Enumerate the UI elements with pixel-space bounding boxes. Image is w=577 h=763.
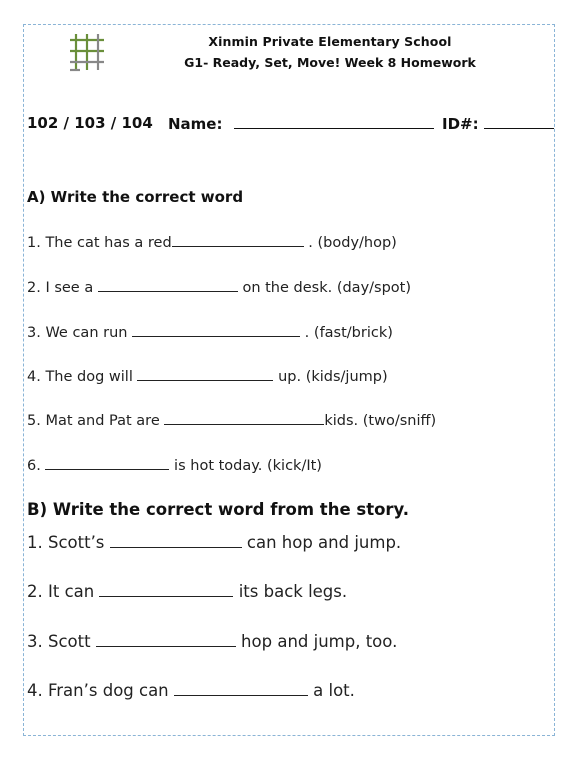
answer-blank-a4[interactable] bbox=[137, 368, 273, 381]
id-row bbox=[442, 114, 554, 133]
question-a4-text: 4. The dog will bbox=[27, 369, 138, 385]
question-a6-text: 6. bbox=[27, 458, 46, 474]
worksheet-title: G1- Ready, Set, Move! Week 8 Homework bbox=[184, 55, 476, 70]
answer-blank-a1[interactable] bbox=[172, 234, 304, 247]
question-a3-hint: . (fast/brick) bbox=[300, 325, 393, 341]
question-a3-text: 3. We can run bbox=[27, 325, 133, 341]
answer-blank-b3[interactable] bbox=[96, 634, 236, 647]
name-label: Name: bbox=[168, 115, 223, 133]
class-numbers: 102 / 103 / 104 bbox=[27, 114, 153, 132]
answer-blank-a3[interactable] bbox=[132, 324, 300, 337]
question-a1 bbox=[27, 234, 397, 251]
answer-blank-b4[interactable] bbox=[174, 683, 308, 696]
question-a6-hint: is hot today. (kick/It) bbox=[169, 458, 322, 474]
question-a1-text: 1. The cat has a red bbox=[27, 235, 172, 251]
question-b3 bbox=[27, 632, 397, 651]
section-b-title: B) Write the correct word from the story. bbox=[27, 500, 410, 519]
school-logo bbox=[66, 30, 108, 72]
question-a2-hint: on the desk. (day/spot) bbox=[237, 280, 412, 296]
question-b3-text: 3. Scott bbox=[27, 632, 96, 651]
question-a5-hint: kids. (two/sniff) bbox=[324, 413, 437, 429]
question-b1-text: 1. Scott’s bbox=[27, 533, 110, 552]
answer-blank-a2[interactable] bbox=[98, 279, 238, 292]
name-row bbox=[168, 114, 434, 133]
question-b3-rest: hop and jump, too. bbox=[235, 632, 398, 651]
question-b2-text: 2. It can bbox=[27, 582, 100, 601]
id-label: ID#: bbox=[442, 115, 479, 133]
question-b4-text: 4. Fran’s dog can bbox=[27, 681, 174, 700]
question-a5-text: 5. Mat and Pat are bbox=[27, 413, 165, 429]
question-a4 bbox=[27, 368, 388, 385]
question-a5 bbox=[27, 412, 436, 429]
question-a2-text: 2. I see a bbox=[27, 280, 98, 296]
question-b1-rest: can hop and jump. bbox=[241, 533, 402, 552]
question-a2 bbox=[27, 279, 411, 296]
question-a3 bbox=[27, 324, 393, 341]
question-b1 bbox=[27, 533, 401, 552]
name-field[interactable] bbox=[234, 114, 434, 129]
answer-blank-a6[interactable] bbox=[45, 457, 169, 470]
question-b2 bbox=[27, 582, 347, 601]
school-name: Xinmin Private Elementary School bbox=[208, 34, 452, 49]
question-b4 bbox=[27, 681, 355, 700]
question-a4-hint: up. (kids/jump) bbox=[273, 369, 388, 385]
answer-blank-b2[interactable] bbox=[99, 584, 233, 597]
section-a-title: A) Write the correct word bbox=[27, 188, 244, 206]
answer-blank-b1[interactable] bbox=[110, 535, 242, 548]
question-a6 bbox=[27, 457, 322, 474]
question-a1-hint: . (body/hop) bbox=[303, 235, 397, 251]
id-field[interactable] bbox=[484, 114, 554, 129]
question-b2-rest: its back legs. bbox=[233, 582, 348, 601]
answer-blank-a5[interactable] bbox=[164, 412, 324, 425]
question-b4-rest: a lot. bbox=[307, 681, 355, 700]
